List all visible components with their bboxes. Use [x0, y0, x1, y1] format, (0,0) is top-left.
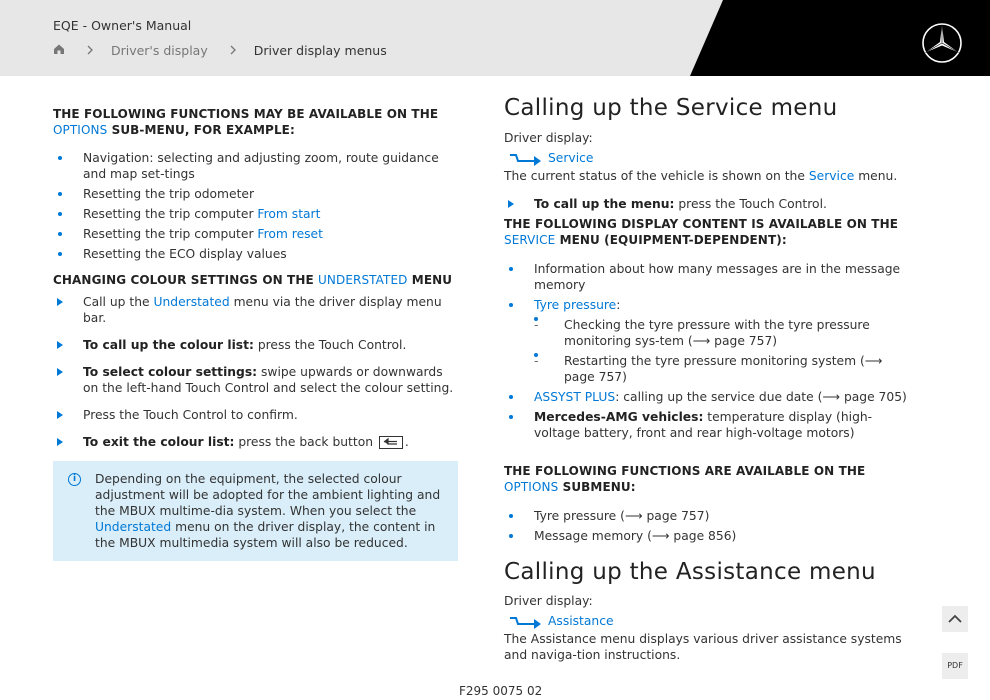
understated-link[interactable]: Understated: [95, 520, 172, 534]
list-item-text: Resetting the trip computer: [83, 207, 258, 221]
list-item-text: temperature display (high-voltage battery, front and rear high-voltage motors): [534, 410, 873, 440]
info-text: menu on the driver display, the content in the MBUX multimedia system will also be reduced.: [95, 520, 436, 550]
list-item-text: Checking the tyre pressure with the tyre pressure monitoring sys-tem (⟶ page 757): [564, 318, 870, 348]
step-text: press the Touch Control.: [674, 197, 827, 211]
list-item: [53, 150, 458, 182]
service-link[interactable]: Service: [808, 169, 855, 183]
paragraph-text: menu.: [854, 169, 898, 183]
home-icon[interactable]: [53, 43, 65, 58]
service-link[interactable]: SERVICE: [504, 233, 556, 247]
display-content-list: [504, 261, 909, 441]
driver-display-label: Driver display:: [504, 131, 593, 145]
colour-steps-list: [53, 294, 458, 450]
menu-path-arrow-icon: [508, 152, 542, 166]
list-item-text: Resetting the trip odometer: [83, 187, 255, 201]
menu-path-arrow-icon: [508, 615, 542, 629]
step-text: swipe upwards or downwards on the left-hand Touch Control and select the colour setting.: [83, 365, 454, 395]
understated-link[interactable]: UNDERSTATED: [318, 273, 408, 287]
step-item: [53, 294, 458, 326]
list-item-text: Resetting the ECO display values: [83, 247, 287, 261]
service-link[interactable]: Service: [548, 151, 594, 165]
assistance-path: [504, 613, 909, 629]
tyre-pressure-link[interactable]: Tyre pressure: [534, 298, 617, 312]
list-item: [504, 528, 909, 544]
chevron-right-icon: [230, 43, 236, 58]
heading-text: THE FOLLOWING DISPLAY CONTENT IS AVAILABLE ON THE: [504, 217, 899, 231]
from-start-link[interactable]: From start: [257, 207, 321, 221]
assistance-menu-title: Calling up the Assistance menu: [504, 559, 876, 585]
list-item: [53, 226, 458, 242]
mercedes-star-logo: [921, 22, 963, 64]
colour-settings-heading: [53, 272, 458, 288]
pdf-button[interactable]: PDF: [942, 653, 968, 679]
step-item: [53, 407, 458, 423]
paragraph-text: The current status of the vehicle is shown on the: [504, 169, 809, 183]
step-label: To call up the colour list:: [83, 338, 254, 352]
assyst-plus-link[interactable]: ASSYST PLUS: [534, 390, 616, 404]
options-submenu-heading: [53, 106, 458, 138]
list-item-text: Tyre pressure (⟶ page 757): [534, 509, 710, 523]
step-label: To exit the colour list:: [83, 435, 235, 449]
heading-text: THE FOLLOWING FUNCTIONS MAY BE AVAILABLE ON THE: [53, 107, 439, 121]
heading-text: MENU: [407, 273, 453, 287]
heading-text: THE FOLLOWING FUNCTIONS ARE AVAILABLE ON THE: [504, 464, 866, 478]
step-text: press the back button: [234, 435, 377, 449]
options-link[interactable]: OPTIONS: [53, 123, 108, 137]
list-item: [504, 297, 909, 385]
breadcrumb: [53, 42, 387, 58]
list-item-text: Information about how many messages are in the message memory: [534, 262, 901, 292]
service-status-text: [504, 168, 909, 184]
chevron-right-icon: [87, 43, 93, 58]
sub-list-item: [534, 353, 909, 385]
tyre-pressure-sublist: [534, 317, 909, 385]
document-title: EQE - Owner's Manual: [53, 18, 192, 33]
info-note: [53, 461, 458, 561]
list-item-text: :: [616, 298, 621, 312]
breadcrumb-current: Driver display menus: [253, 43, 387, 58]
step-text: Call up the: [83, 295, 154, 309]
step-text: Press the Touch Control to confirm.: [83, 408, 298, 422]
heading-text: SUB-MENU, FOR EXAMPLE:: [107, 123, 295, 137]
assistance-link[interactable]: Assistance: [548, 614, 614, 628]
service-steps-list: [504, 196, 909, 212]
list-item: [504, 508, 909, 524]
left-column: [53, 106, 458, 561]
step-label: To select colour settings:: [83, 365, 258, 379]
from-reset-link[interactable]: From reset: [257, 227, 323, 241]
list-item-text: Message memory (⟶ page 856): [534, 529, 737, 543]
list-item: [504, 409, 909, 441]
list-item: [504, 261, 909, 293]
list-item-label: Mercedes-AMG vehicles:: [534, 410, 704, 424]
info-text: Depending on the equipment, the selected colour adjustment will be adopted for the ambient lighting and the MBUX multime-dia system. When you select the: [95, 472, 441, 518]
step-text: press the Touch Control.: [253, 338, 407, 352]
list-item-text: Restarting the tyre pressure monitoring system (⟶ page 757): [564, 354, 883, 384]
list-item-text: Resetting the trip computer: [83, 227, 258, 241]
back-button-icon: [379, 436, 403, 449]
right-column: [504, 95, 909, 663]
options-submenu-heading: [504, 463, 909, 495]
figure-code: F295 0075 02: [459, 684, 543, 698]
options-link[interactable]: OPTIONS: [504, 480, 559, 494]
list-item-text: Navigation: selecting and adjusting zoom, route guidance and map set-tings: [83, 151, 439, 181]
list-item: [504, 389, 909, 405]
service-path: [504, 150, 909, 166]
breadcrumb-drivers-display[interactable]: Driver's display: [110, 43, 208, 58]
driver-display-label: Driver display:: [504, 594, 593, 608]
scroll-to-top-button[interactable]: [942, 606, 968, 632]
heading-text: MENU (EQUIPMENT-DEPENDENT):: [555, 233, 787, 247]
info-icon: i: [68, 473, 81, 486]
assistance-text: The Assistance menu displays various driver assistance systems and naviga-tion instructions.: [504, 632, 902, 662]
list-item: [53, 206, 458, 222]
list-item: [53, 246, 458, 262]
step-text: menu via the driver display menu bar.: [83, 295, 442, 325]
list-item-text: : calling up the service due date (⟶ page 705): [615, 390, 907, 404]
understated-link[interactable]: Understated: [153, 295, 230, 309]
display-content-heading: [504, 216, 909, 248]
step-item: [53, 337, 458, 353]
submenu-list: [504, 508, 909, 544]
chevron-up-icon: [942, 606, 968, 632]
list-item: [53, 186, 458, 202]
step-item: [53, 434, 458, 450]
step-text: .: [404, 435, 409, 449]
heading-text: SUBMENU:: [558, 480, 636, 494]
header-bar: [0, 0, 990, 76]
options-list: [53, 150, 458, 262]
heading-text: CHANGING COLOUR SETTINGS ON THE: [53, 273, 319, 287]
step-item: [504, 196, 909, 212]
step-label: To call up the menu:: [534, 197, 675, 211]
service-menu-title: Calling up the Service menu: [504, 95, 838, 121]
step-item: [53, 364, 458, 396]
sub-list-item: [534, 317, 909, 349]
